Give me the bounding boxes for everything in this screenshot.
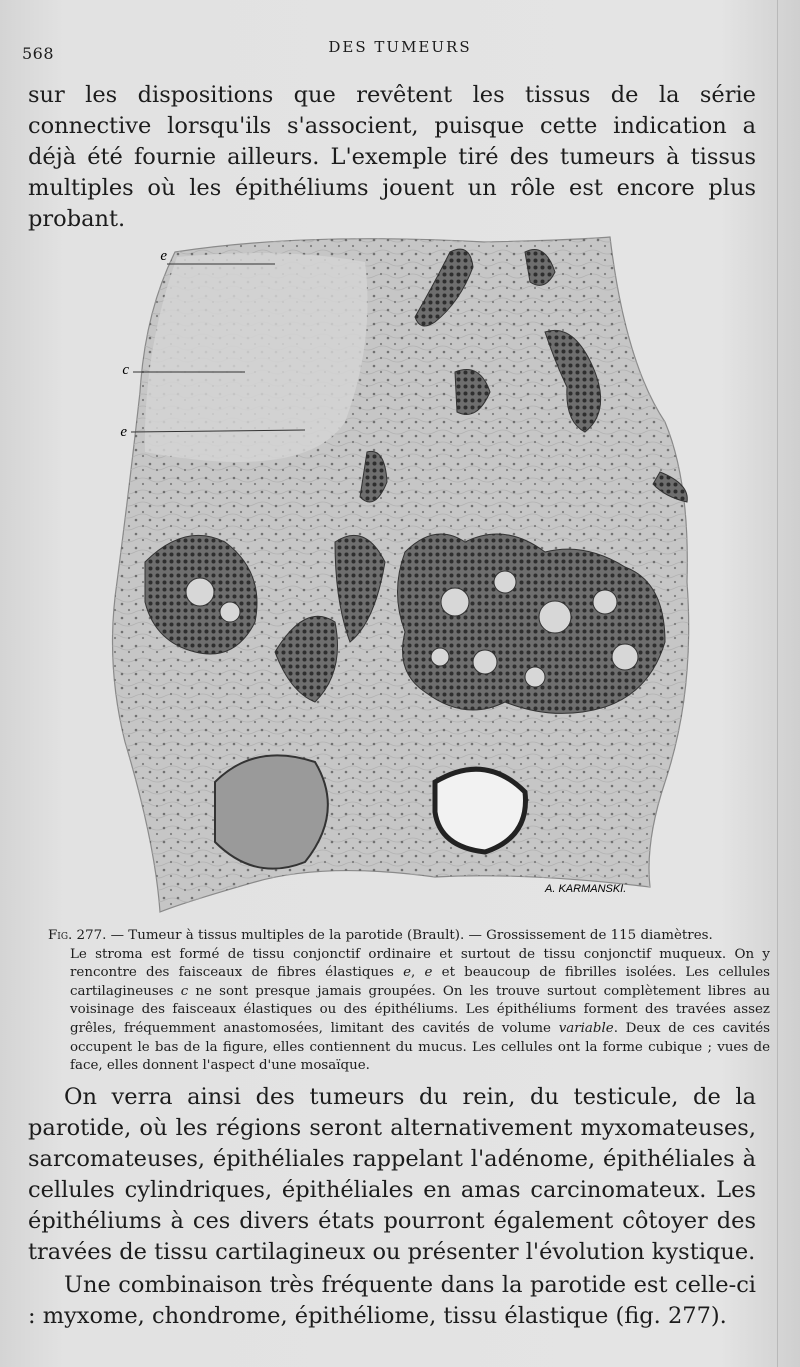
fiber-label: e bbox=[120, 424, 127, 440]
cartilage-label: c bbox=[122, 362, 129, 378]
artist-signature: A. KARMANSKI. bbox=[545, 883, 627, 895]
fiber-label: e bbox=[160, 248, 167, 264]
page-edge bbox=[777, 0, 778, 1367]
histology-figure bbox=[105, 222, 700, 922]
closing-paragraphs bbox=[28, 1082, 756, 1332]
mucus-cavity bbox=[215, 755, 328, 868]
page-number: 568 bbox=[22, 44, 55, 63]
closing-paragraph: Une combinaison très fréquente dans la parotide est celle-ci : myxome, chondrome, épithéliome, tissu élastique (fig. 277). bbox=[28, 1272, 756, 1329]
figure-caption bbox=[48, 927, 770, 1076]
tumor-illustration bbox=[105, 222, 700, 922]
caption-first-line: Fig. 277. — Tumeur à tissus multiples de la parotide (Brault). — Grossissement de 115 diamètres. bbox=[48, 928, 713, 943]
mucus-cavity bbox=[435, 769, 526, 852]
running-title: DES TUMEURS bbox=[328, 38, 472, 56]
closing-paragraph: On verra ainsi des tumeurs du rein, du testicule, de la parotide, où les régions seront alternativement myxomateuses, sarcomateuses, épithéliales rappelant l'adénome, épithéliales à cellules cylindriques, épithéliales en amas carcinomateux. Les épithéliums à ces divers états pourront également côtoyer des travées de tissu cartilagineux ou présenter l'évolution kystique. bbox=[28, 1084, 756, 1265]
caption-body: Le stroma est formé de tissu conjonctif ordinaire et surtout de tissu conjonctif muqueux. On y rencontre des faisceaux de fibres élastiques e, e et beaucoup de fibrilles isolées. Les cellules cartilagineuses c ne sont presque jamais groupées. On les trouve surtout complètement libres au voisinage des faisceaux élastiques ou des épithéliums. Les épithéliums forment des travées assez grêles, fréquemment anastomosées, limitant des cavités de volume variable. Deux de ces cavités occupent le bas de la figure, elles contiennent du mucus. Les cellules ont la forme cubique ; vues de face, elles donnent l'aspect d'une mosaïque. bbox=[70, 946, 771, 1074]
figure-number: Fig. 277. bbox=[48, 928, 107, 943]
intro-text: sur les dispositions que revêtent les tissus de la série connective lorsqu'ils s'associent, puisque cette indication a déjà été fournie ailleurs. L'exemple tiré des tumeurs à tissus multiples où les épithéliums jouent un rôle est encore plus probant. bbox=[28, 82, 756, 232]
intro-paragraph bbox=[28, 80, 756, 235]
